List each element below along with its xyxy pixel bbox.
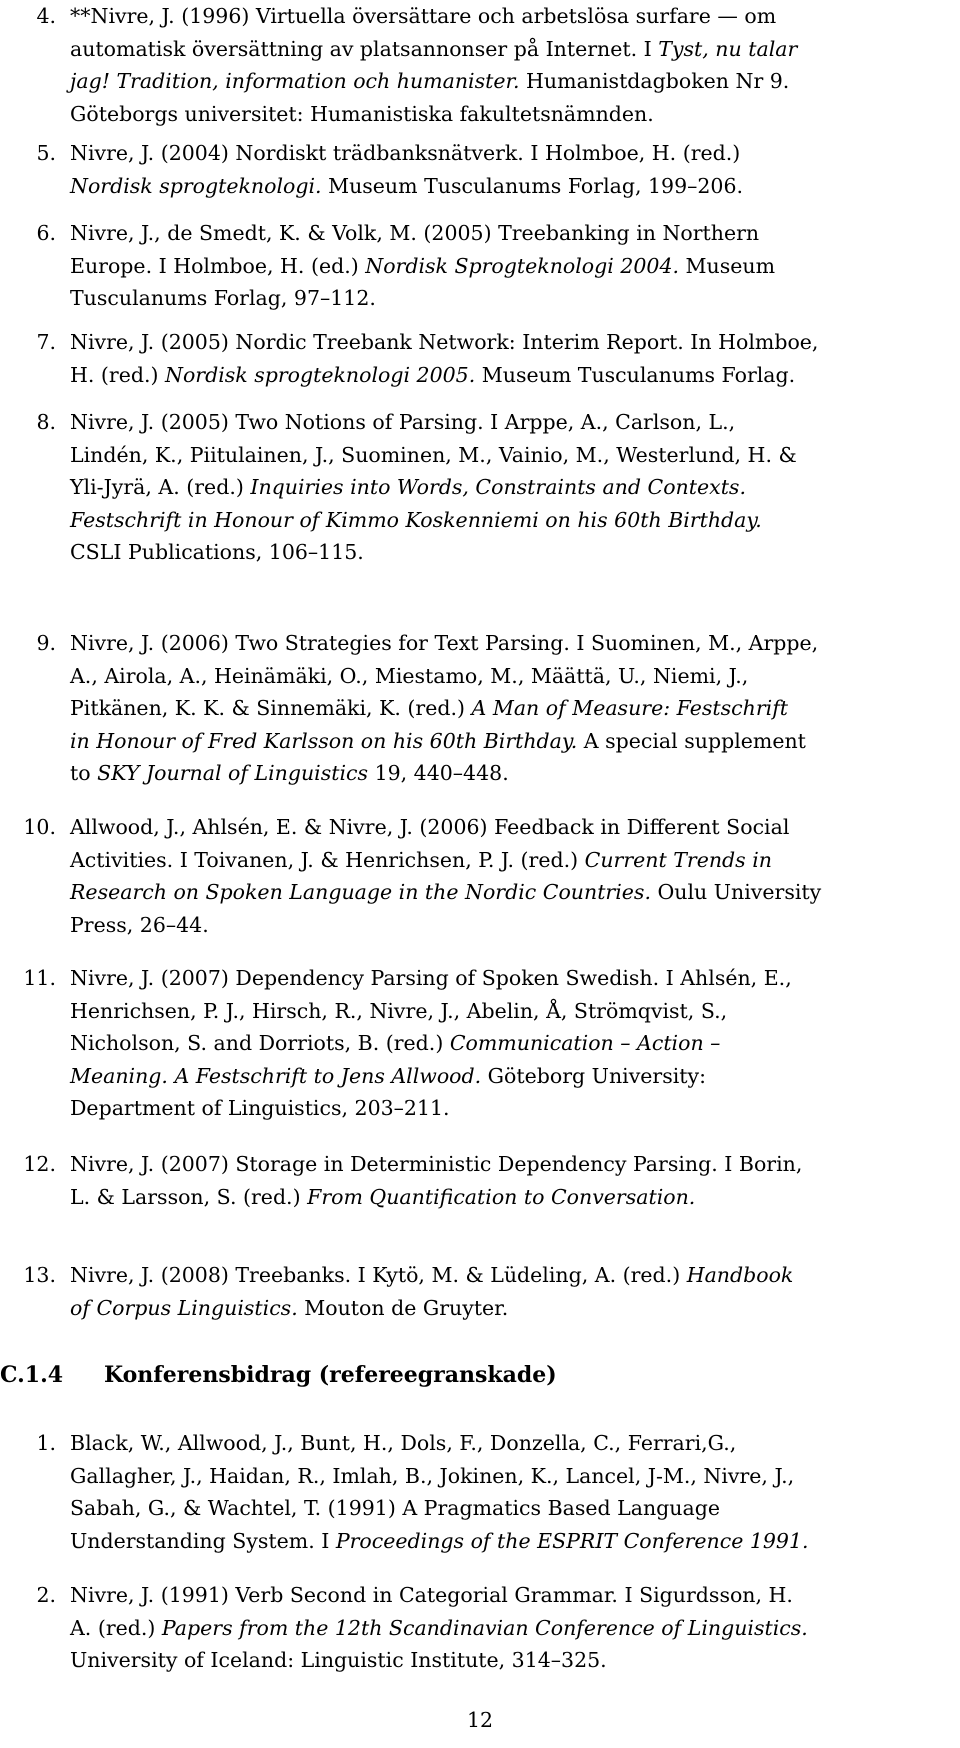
reference-text-part: Nivre, J. (2005) Nordic Treebank Network: Interim Report. In Holmboe, H. (red.)	[70, 330, 819, 387]
reference-number: 6.	[36, 221, 56, 245]
reference-number: 13.	[23, 1263, 56, 1287]
reference-title-italic: Handbook of Corpus Linguistics.	[70, 1263, 794, 1320]
reference-text-part: Museum Tusculanums Forlag, 97–112.	[70, 253, 776, 310]
reference-title-italic: A Man of Measure: Festschrift in Honour of Fred Karlsson on his 60th Birthday.	[70, 696, 789, 753]
reference-number: 2.	[36, 1583, 56, 1607]
reference-text-part: University of Iceland: Linguistic Institute, 314–325.	[70, 1648, 607, 1672]
page-number: 12	[466, 1708, 494, 1732]
reference-title-italic: Current Trends in Research on Spoken Language in the Nordic Countries.	[70, 847, 772, 904]
reference-text-part: Museum Tusculanums Forlag.	[475, 362, 796, 387]
reference-text	[70, 811, 958, 941]
reference-text-part: Mouton de Gruyter.	[297, 1295, 509, 1320]
reference-title-italic: Communication – Action – Meaning. A Festschrift to Jens Allwood.	[70, 1031, 721, 1088]
reference-text-part: A special supplement to	[70, 728, 806, 785]
reference-title-italic: Proceedings of the ESPRIT Conference 1991.	[335, 1528, 809, 1553]
reference-number: 4.	[36, 4, 56, 28]
reference-text-part: Nivre, J. (2007) Dependency Parsing of Spoken Swedish. I Ahlsén, E., Henrichsen, P. J., Hirsch, R., Nivre, J., Abelin, Å, Strömqvist, S., Nicholson, S. and Dorriots, B. (red.)	[70, 966, 792, 1055]
section-number: C.1.4	[0, 1362, 64, 1388]
reference-text	[70, 0, 958, 130]
reference-text	[70, 1427, 958, 1557]
reference-text	[70, 962, 958, 1125]
reference-text-part: Nivre, J. (2007) Storage in Deterministic Dependency Parsing. I Borin, L. & Larsson, S. (red.)	[70, 1152, 803, 1209]
reference-title-italic: Tyst, nu talar jag! Tradition, information och humanister.	[70, 36, 798, 93]
reference-text-part: Nivre, J. (2008) Treebanks. I Kytö, M. & Lüdeling, A. (red.)	[70, 1263, 687, 1287]
reference-text-part: Göteborg University: Department of Linguistics, 203–211.	[70, 1063, 707, 1120]
section-title: Konferensbidrag (refereegranskade)	[104, 1362, 557, 1388]
reference-text	[70, 627, 958, 790]
reference-text	[70, 1579, 958, 1677]
reference-number: 10.	[23, 815, 56, 839]
reference-title-italic: Nordisk sprogteknologi.	[70, 173, 322, 198]
reference-text-part: Allwood, J., Ahlsén, E. & Nivre, J. (2006) Feedback in Different Social Activities. I Toivanen, J. & Henrichsen, P. J. (red.)	[70, 815, 790, 872]
reference-text	[70, 326, 958, 391]
reference-text-part: Oulu University Press, 26–44.	[70, 880, 822, 937]
reference-text-part: Nivre, J., de Smedt, K. & Volk, M. (2005) Treebanking in Northern Europe. I Holmboe, H. (ed.)	[70, 221, 760, 278]
reference-text	[70, 406, 958, 569]
reference-number: 7.	[36, 330, 56, 354]
reference-text-part: 19, 440–448.	[368, 761, 509, 785]
reference-text	[70, 217, 958, 315]
reference-text-part: Nivre, J. (2006) Two Strategies for Text Parsing. I Suominen, M., Arppe, A., Airola, A., Heinämäki, O., Miestamo, M., Määttä, U., Niemi, J., Pitkänen, K. K. & Sinnemäki, K. (red.)	[70, 631, 819, 720]
reference-number: 12.	[23, 1152, 56, 1176]
reference-text-part: Nivre, J. (2005) Two Notions of Parsing. I Arppe, A., Carlson, L., Lindén, K., Piitulainen, J., Suominen, M., Vainio, M., Westerlund, H. & Yli-Jyrä, A. (red.)	[70, 410, 797, 499]
reference-text-part: Nivre, J. (1991) Verb Second in Categorial Grammar. I Sigurdsson, H. A. (red.)	[70, 1583, 793, 1640]
reference-number: 11.	[23, 966, 56, 990]
reference-text-part: Humanistdagboken Nr 9. Göteborgs universitet: Humanistiska fakultetsnämnden.	[70, 69, 790, 126]
reference-text	[70, 1259, 958, 1324]
reference-number: 8.	[36, 410, 56, 434]
reference-text-part: Nivre, J. (2004) Nordiskt trädbanksnätverk. I Holmboe, H. (red.)	[70, 141, 741, 165]
reference-number: 1.	[36, 1431, 56, 1455]
reference-title-italic: From Quantification to Conversation.	[307, 1184, 696, 1209]
reference-title-italic: Nordisk sprogteknologi 2005.	[165, 362, 476, 387]
reference-text-part: Museum Tusculanums Forlag, 199–206.	[321, 173, 744, 198]
reference-number: 9.	[36, 631, 56, 655]
reference-number: 5.	[36, 141, 56, 165]
reference-title-italic: Inquiries into Words, Constraints and Contexts. Festschrift in Honour of Kimmo Koskenniemi on his 60th Birthday.	[70, 475, 762, 532]
reference-text	[70, 137, 958, 202]
reference-text-part: CSLI Publications, 106–115.	[70, 540, 364, 564]
reference-text	[70, 1148, 958, 1213]
reference-text-part: **Nivre, J. (1996) Virtuella översättare och arbetslösa surfare — om automatisk översättning av platsannonser på Internet. I	[70, 4, 777, 61]
reference-text-part: Black, W., Allwood, J., Bunt, H., Dols, F., Donzella, C., Ferrari,G., Gallagher, J., Haidan, R., Imlah, B., Jokinen, K., Lancel, J-M., Nivre, J., Sabah, G., & Wachtel, T. (1991) A Pragmatics Based Language Understanding System. I	[70, 1431, 795, 1553]
reference-title-italic: Papers from the 12th Scandinavian Conference of Linguistics.	[161, 1615, 808, 1640]
reference-title-italic: Nordisk Sprogteknologi 2004.	[365, 253, 680, 278]
reference-title-italic: SKY Journal of Linguistics	[97, 761, 369, 785]
